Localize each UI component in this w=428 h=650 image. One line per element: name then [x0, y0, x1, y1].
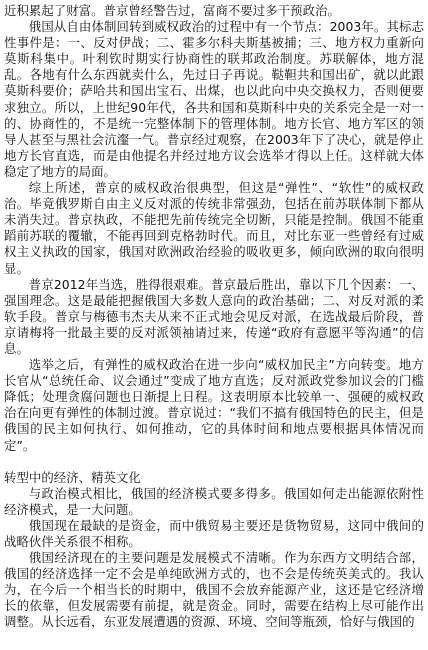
paragraph-economic-model: 与政治模式相比，俄国的经济模式要多得多。俄国如何走出能源依附性经济模式，是一大问题。 — [4, 485, 424, 517]
paragraph-capital-shortage: 俄国现在最缺的是资金，而中俄贸易主要还是货物贸易，这同中俄间的战略伙伴关系很不相称。 — [4, 517, 424, 549]
paragraph-post-election: 选举之后，有弹性的威权政治在进一步向“威权加民主”方向转变。地方长官从“总统任命、议会通过”变成了地方直选；反对派政党参加议会的门槛降低；处理贪腐问题也日渐提上日程。这表明原本比较单一、强硬的威权政治在向更有弹性的体制过渡。普京说过：“我们不搞有俄国特色的民主，但是俄国的民主如何执行、如何推动，它的具体时间和地点要根据具体情况而定”。 — [4, 357, 424, 453]
paragraph-2003-turning-point: 俄国从自由体制回转到威权政治的过程中有一个节点：2003年。其标志性事件是：一、反对伊战；二、霍多尔科夫斯基被捕；三、地方权力重新向莫斯科集中。叶利钦时期实行协商性的联邦政治制度。苏联解体，地方混乱。各地有什么东西就卖什么，先过日子再说。鞑靼共和国出矿，就以此跟莫斯科要价；萨哈共和国出宝石、出煤，也以此向中央交换权力，否则便要求独立。所以，上世纪90年代，各共和国和莫斯科中央的关系完全是一对一的、协商性的，不是统一完整体制下的管理体制。地方长官、地方军区的领导人甚至与黑社会沆瀣一气。普京经过观察，在2003年下了决心，就是停止地方长官直选，而是由他提名并经过地方议会选举才得以上任。这样就大体稳定了地方的局面。 — [4, 19, 424, 179]
paragraph-continuation: 近积累起了财富。普京曾经警告过，富商不要过多干预政治。 — [4, 3, 340, 18]
section-title: 转型中的经济、精英文化 — [4, 469, 141, 485]
article-page — [4, 3, 424, 631]
paragraph-2012-election: 普京2012年当选，胜得很艰难。普京最后胜出，靠以下几个因素：一、强国理念。这是最能把握俄国大多数人意向的政治基础；二、对反对派的柔软手段。普京与梅德韦杰夫从来不正式地会见反对派，在选战最后阶段，普京请梅将一批最主要的反对派领袖请过来，传递“政府有意愿平等沟通”的信息。 — [4, 276, 424, 356]
paragraph-soft-authoritarianism: 综上所述，普京的威权政治很典型，但这是“弹性”、“软性”的威权政治。毕竟俄罗斯自由主义反对派的传统非常强劲，包括在前苏联体制下都从未消失过。普京执政，不能把先前传统完全切断，只能是控制。俄国不能重蹈前苏联的覆辙，不能再回到克格勃时代。而且，对比东亚一些曾经有过威权主义执政的国家，俄国对欧洲政治经验的吸收更多，倾向欧洲的取向很明显。 — [4, 180, 424, 276]
paragraph-development-model: 俄国经济现在的主要问题是发展模式不清晰。作为东西方文明结合部，俄国的经济选择一定不会是单纯欧洲方式的，也不会是传统英美式的。我认为，在今后一个相当长的时期中，俄国不会放弃能源产业，这还是它经济增长的依靠，但发展需要有前提，就是资金。同时，需要在结构上尽可能作出调整。从长远看，东亚发展遭遇的资源、环境、空间等瓶颈，恰好与俄国的 — [4, 550, 424, 630]
